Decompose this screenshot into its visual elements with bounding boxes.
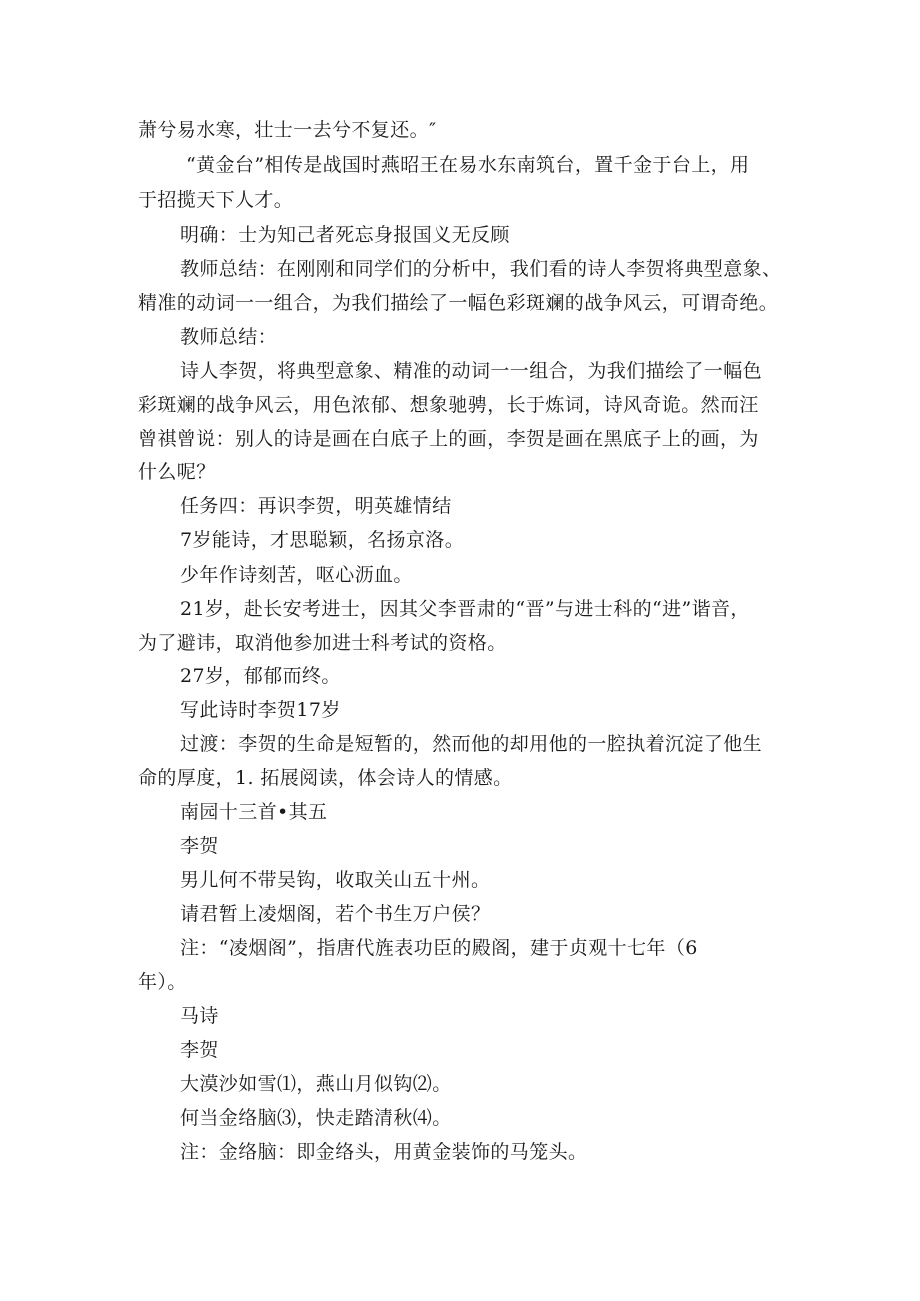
text-line: 何当金络脑⑶，快走踏清秋⑷。: [180, 1107, 452, 1129]
text-line: 教师总结：: [180, 326, 278, 348]
text-line: 李贺: [180, 1039, 219, 1061]
text-line: 诗人李贺，将典型意象、精准的动词一一组合，为我们描绘了一幅色: [180, 360, 763, 382]
text-line: 什么呢？: [138, 461, 216, 483]
text-line: 李贺: [180, 835, 219, 857]
text-line: 过渡：李贺的生命是短暂的，然而他的却用他的一腔执着沉淀了他生: [180, 733, 763, 755]
text-line: 曾祺曾说：别人的诗是画在白底子上的画，李贺是画在黑底子上的画，为: [138, 428, 759, 450]
text-line: 27岁，郁郁而终。: [180, 665, 341, 687]
text-line: 21岁，赴长安考进士，因其父李晋肃的“晋”与进士科的“进”谐音，: [180, 598, 750, 620]
text-line: 为了避讳，取消他参加进士科考试的资格。: [138, 632, 507, 654]
text-line: 教师总结：在刚刚和同学们的分析中，我们看的诗人李贺将典型意象、: [180, 258, 782, 280]
text-line: 注：金络脑：即金络头，用黄金装饰的马笼头。: [180, 1141, 588, 1163]
text-line: 任务四：再识李贺，明英雄情结: [180, 495, 452, 517]
text-line: 明确：士为知己者死忘身报国义无反顾: [180, 224, 510, 246]
text-line: 注：“凌烟阁”，指唐代旌表功臣的殿阁，建于贞观十七年（6: [180, 937, 698, 959]
text-line: 于招揽天下人才。: [138, 189, 294, 211]
text-line: 大漠沙如雪⑴，燕山月似钩⑵。: [180, 1073, 452, 1095]
text-line: 请君暂上凌烟阁，若个书生万户侯？: [180, 903, 491, 925]
text-line: 7岁能诗，才思聪颖，名扬京洛。: [180, 529, 465, 551]
text-line: 年）。: [138, 971, 187, 993]
text-line: 写此诗时李贺17岁: [180, 699, 341, 721]
text-line: 少年作诗刻苦，呕心沥血。: [180, 564, 413, 586]
text-line: 萧兮易水寒，壮士一去兮不复还。″: [138, 119, 437, 141]
text-line: 马诗: [180, 1005, 219, 1027]
text-line: 精准的动词一一组合，为我们描绘了一幅色彩斑斓的战争风云，可谓奇绝。: [138, 292, 779, 314]
text-line: 男儿何不带吴钩，收取关山五十州。: [180, 869, 491, 891]
text-line: “黄金台”相传是战国时燕昭王在易水东南筑台，置千金于台上，用: [186, 154, 750, 176]
text-line: 南园十三首•其五: [180, 801, 328, 823]
text-line: 命的厚度，1. 拓展阅读，体会诗人的情感。: [138, 767, 513, 789]
text-line: 彩斑斓的战争风云，用色浓郁、想象驰骋，长于炼词，诗风奇诡。然而汪: [138, 394, 759, 416]
